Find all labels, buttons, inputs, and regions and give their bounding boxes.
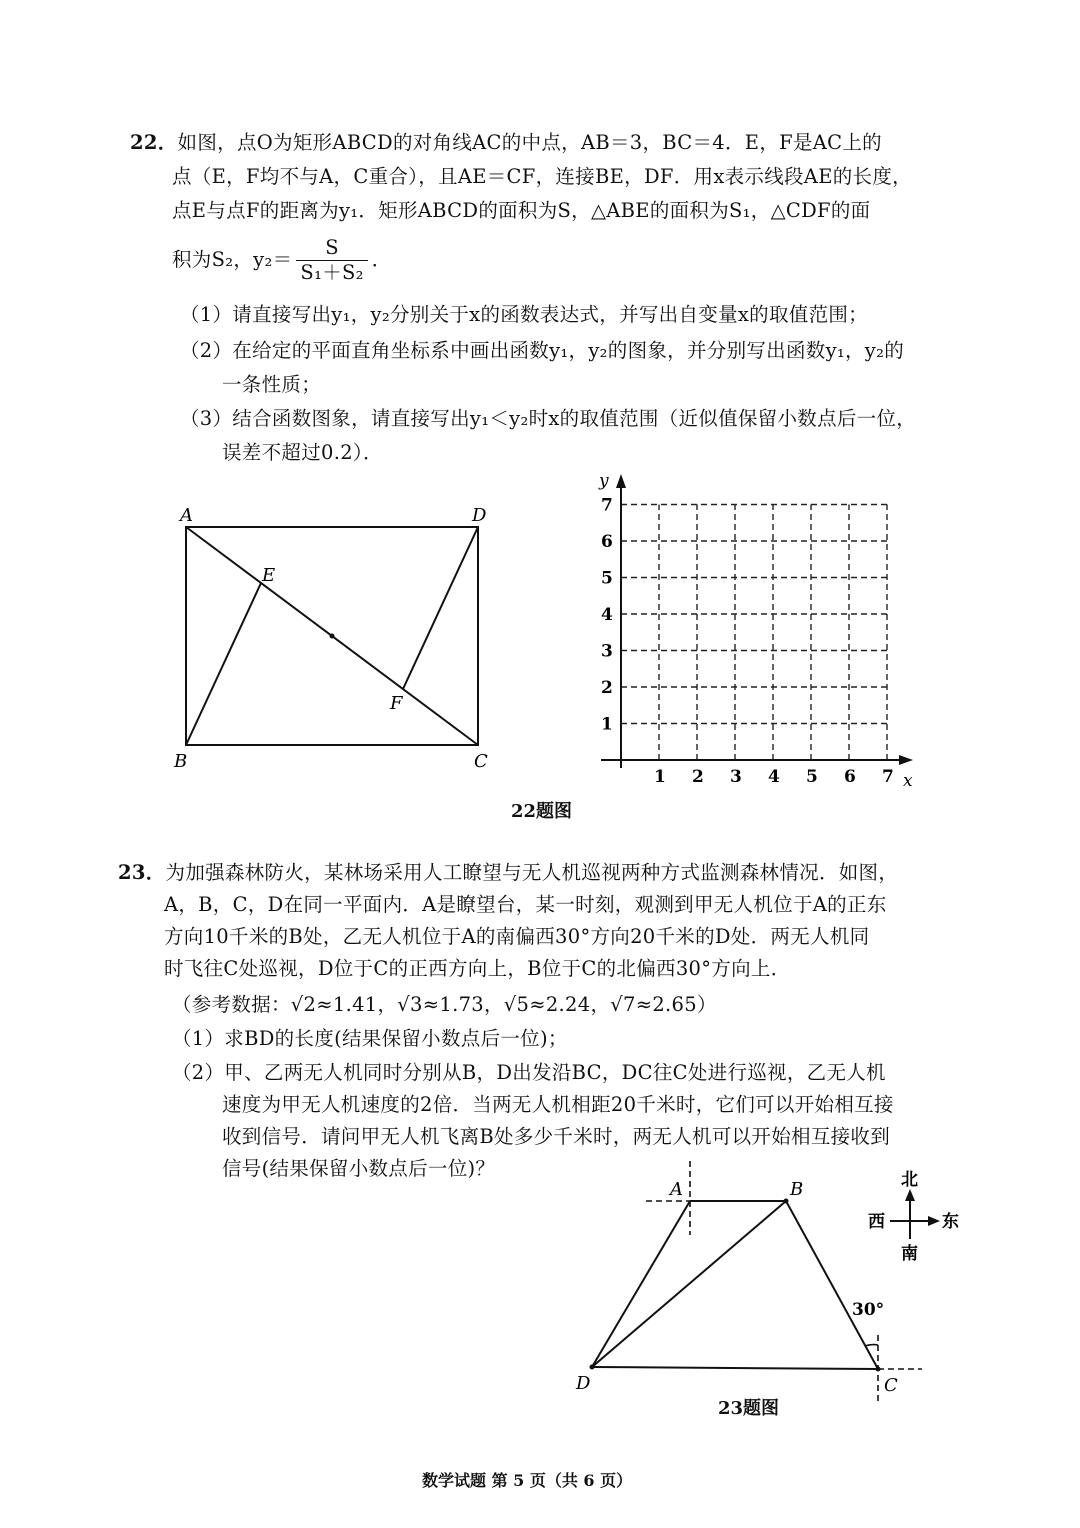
segment-bc (786, 1201, 878, 1369)
q23-line1 (118, 858, 898, 888)
y-tick-label: 7 (601, 495, 613, 516)
q23-line1-text: 为加强森林防火，某林场采用人工瞭望与无人机巡视两种方式监测森林情况．如图， (165, 861, 899, 884)
grid-tick-labels (601, 496, 894, 788)
label-b: B (790, 1179, 804, 1200)
label-a: A (180, 505, 193, 526)
q23-figure (560, 1155, 980, 1425)
label-d: D (472, 505, 487, 526)
label-a: A (670, 1179, 683, 1200)
x-tick-label: 2 (692, 767, 704, 787)
x-tick-label: 6 (844, 767, 856, 787)
y-tick-label: 4 (601, 605, 613, 625)
q23-reference-data: （参考数据：√2≈1.41，√3≈1.73，√5≈2.24，√7≈2.65） (172, 993, 717, 1016)
q23-figure-caption: 23题图 (718, 1398, 780, 1419)
point-o (330, 634, 335, 639)
compass-east-arrow-icon (928, 1216, 940, 1226)
q23-part2b: 速度为甲无人机速度的2倍．当两无人机相距20千米时，它们可以开始相互接 (222, 1093, 894, 1116)
x-tick-label: 1 (654, 767, 666, 787)
q23-number: 23． (118, 861, 166, 884)
segment-dc (592, 1367, 878, 1369)
segment-bd (592, 1201, 786, 1367)
point-d (590, 1365, 595, 1370)
y-tick-label: 1 (601, 714, 613, 735)
y-tick-label: 3 (601, 641, 613, 662)
x-tick-label: 4 (768, 767, 780, 787)
q22-rectangle-figure (160, 495, 510, 780)
segment-be (186, 583, 261, 745)
compass-north: 北 (901, 1170, 918, 1190)
q22-part2b: 一条性质； (222, 373, 322, 396)
q22-line4 (172, 236, 392, 285)
q23-part1: （1）求BD的长度(结果保留小数点后一位)； (172, 1027, 568, 1050)
label-c: C (884, 1375, 898, 1396)
q22-fraction (296, 236, 367, 285)
y-tick-label: 2 (601, 678, 613, 698)
q22-line3: 点E与点F的距离为y₁．矩形ABCD的面积为S，△ABE的面积为S₁，△CDF的面 (172, 199, 871, 222)
x-tick-label: 5 (806, 767, 818, 787)
q22-part3b: 误差不超过0.2）． (222, 441, 383, 464)
q22-line4-prefix: 积为S₂，y₂＝ (172, 248, 293, 271)
angle-30-arc (865, 1345, 878, 1346)
label-f: F (390, 693, 403, 714)
q23-line4: 时飞往C处巡视，D位于C的正西方向上，B位于C的北偏西30°方向上． (164, 957, 791, 980)
grid-lines (621, 505, 887, 761)
y-tick-label: 6 (601, 532, 613, 552)
segment-df (403, 527, 478, 689)
label-c: C (474, 751, 488, 772)
q22-line1-text: 如图，点O为矩形ABCD的对角线AC的中点，AB＝3，BC＝4．E，F是AC上的 (177, 131, 882, 154)
x-axis-arrow (899, 755, 913, 765)
compass-south: 南 (901, 1244, 918, 1264)
q23-part2d: 信号(结果保留小数点后一位)？ (222, 1157, 496, 1180)
label-d: D (576, 1373, 591, 1394)
page-footer: 数学试题 第 5 页（共 6 页） (422, 1471, 633, 1490)
q22-coordinate-grid (585, 468, 925, 798)
q23-part2c: 收到信号．请问甲无人机飞离B处多少千米时，两无人机可以开始相互接收到 (222, 1125, 891, 1148)
compass-north-arrow-icon (905, 1189, 915, 1201)
q22-figure-caption: 22题图 (511, 801, 573, 822)
y-axis-arrow (616, 474, 626, 488)
label-e: E (262, 565, 276, 586)
y-tick-label: 5 (601, 568, 613, 589)
q22-line4-suffix: ． (371, 248, 392, 271)
x-axis-label: x (903, 771, 913, 791)
y-axis-label: y (599, 471, 609, 491)
fraction-numerator: S (296, 236, 367, 261)
q23-line2: A，B，C，D在同一平面内．A是瞭望台，某一时刻，观测到甲无人机位于A的正东 (164, 893, 887, 916)
compass-east: 东 (942, 1212, 959, 1232)
compass-west: 西 (868, 1212, 885, 1232)
angle-label: 30° (852, 1300, 885, 1320)
q23-part2a: （2）甲、乙两无人机同时分别从B，D出发沿BC，DC往C处进行巡视，乙无人机 (172, 1061, 886, 1084)
q22-number: 22． (130, 131, 178, 154)
segment-ad (592, 1201, 690, 1367)
x-tick-label: 3 (730, 767, 742, 787)
q22-line1 (130, 128, 882, 158)
x-tick-label: 7 (882, 767, 894, 787)
point-b (784, 1199, 789, 1204)
q23-line3: 方向10千米的B处，乙无人机位于A的南偏西30°方向20千米的D处．两无人机同 (164, 925, 870, 948)
fraction-denominator: S₁＋S₂ (300, 261, 364, 284)
point-c (876, 1367, 881, 1372)
q22-part3a: （3）结合函数图象，请直接写出y₁＜y₂时x的取值范围（近似值保留小数点后一位， (180, 407, 917, 430)
q22-line2: 点（E，F均不与A，C重合），且AE＝CF，连接BE，DF．用x表示线段AE的长度， (172, 165, 912, 188)
label-b: B (174, 751, 188, 772)
q22-part2a: （2）在给定的平面直角坐标系中画出函数y₁，y₂的图象，并分别写出函数y₁，y₂的 (180, 339, 905, 362)
q22-part1: （1）请直接写出y₁，y₂分别关于x的函数表达式，并写出自变量x的取值范围； (180, 303, 868, 326)
